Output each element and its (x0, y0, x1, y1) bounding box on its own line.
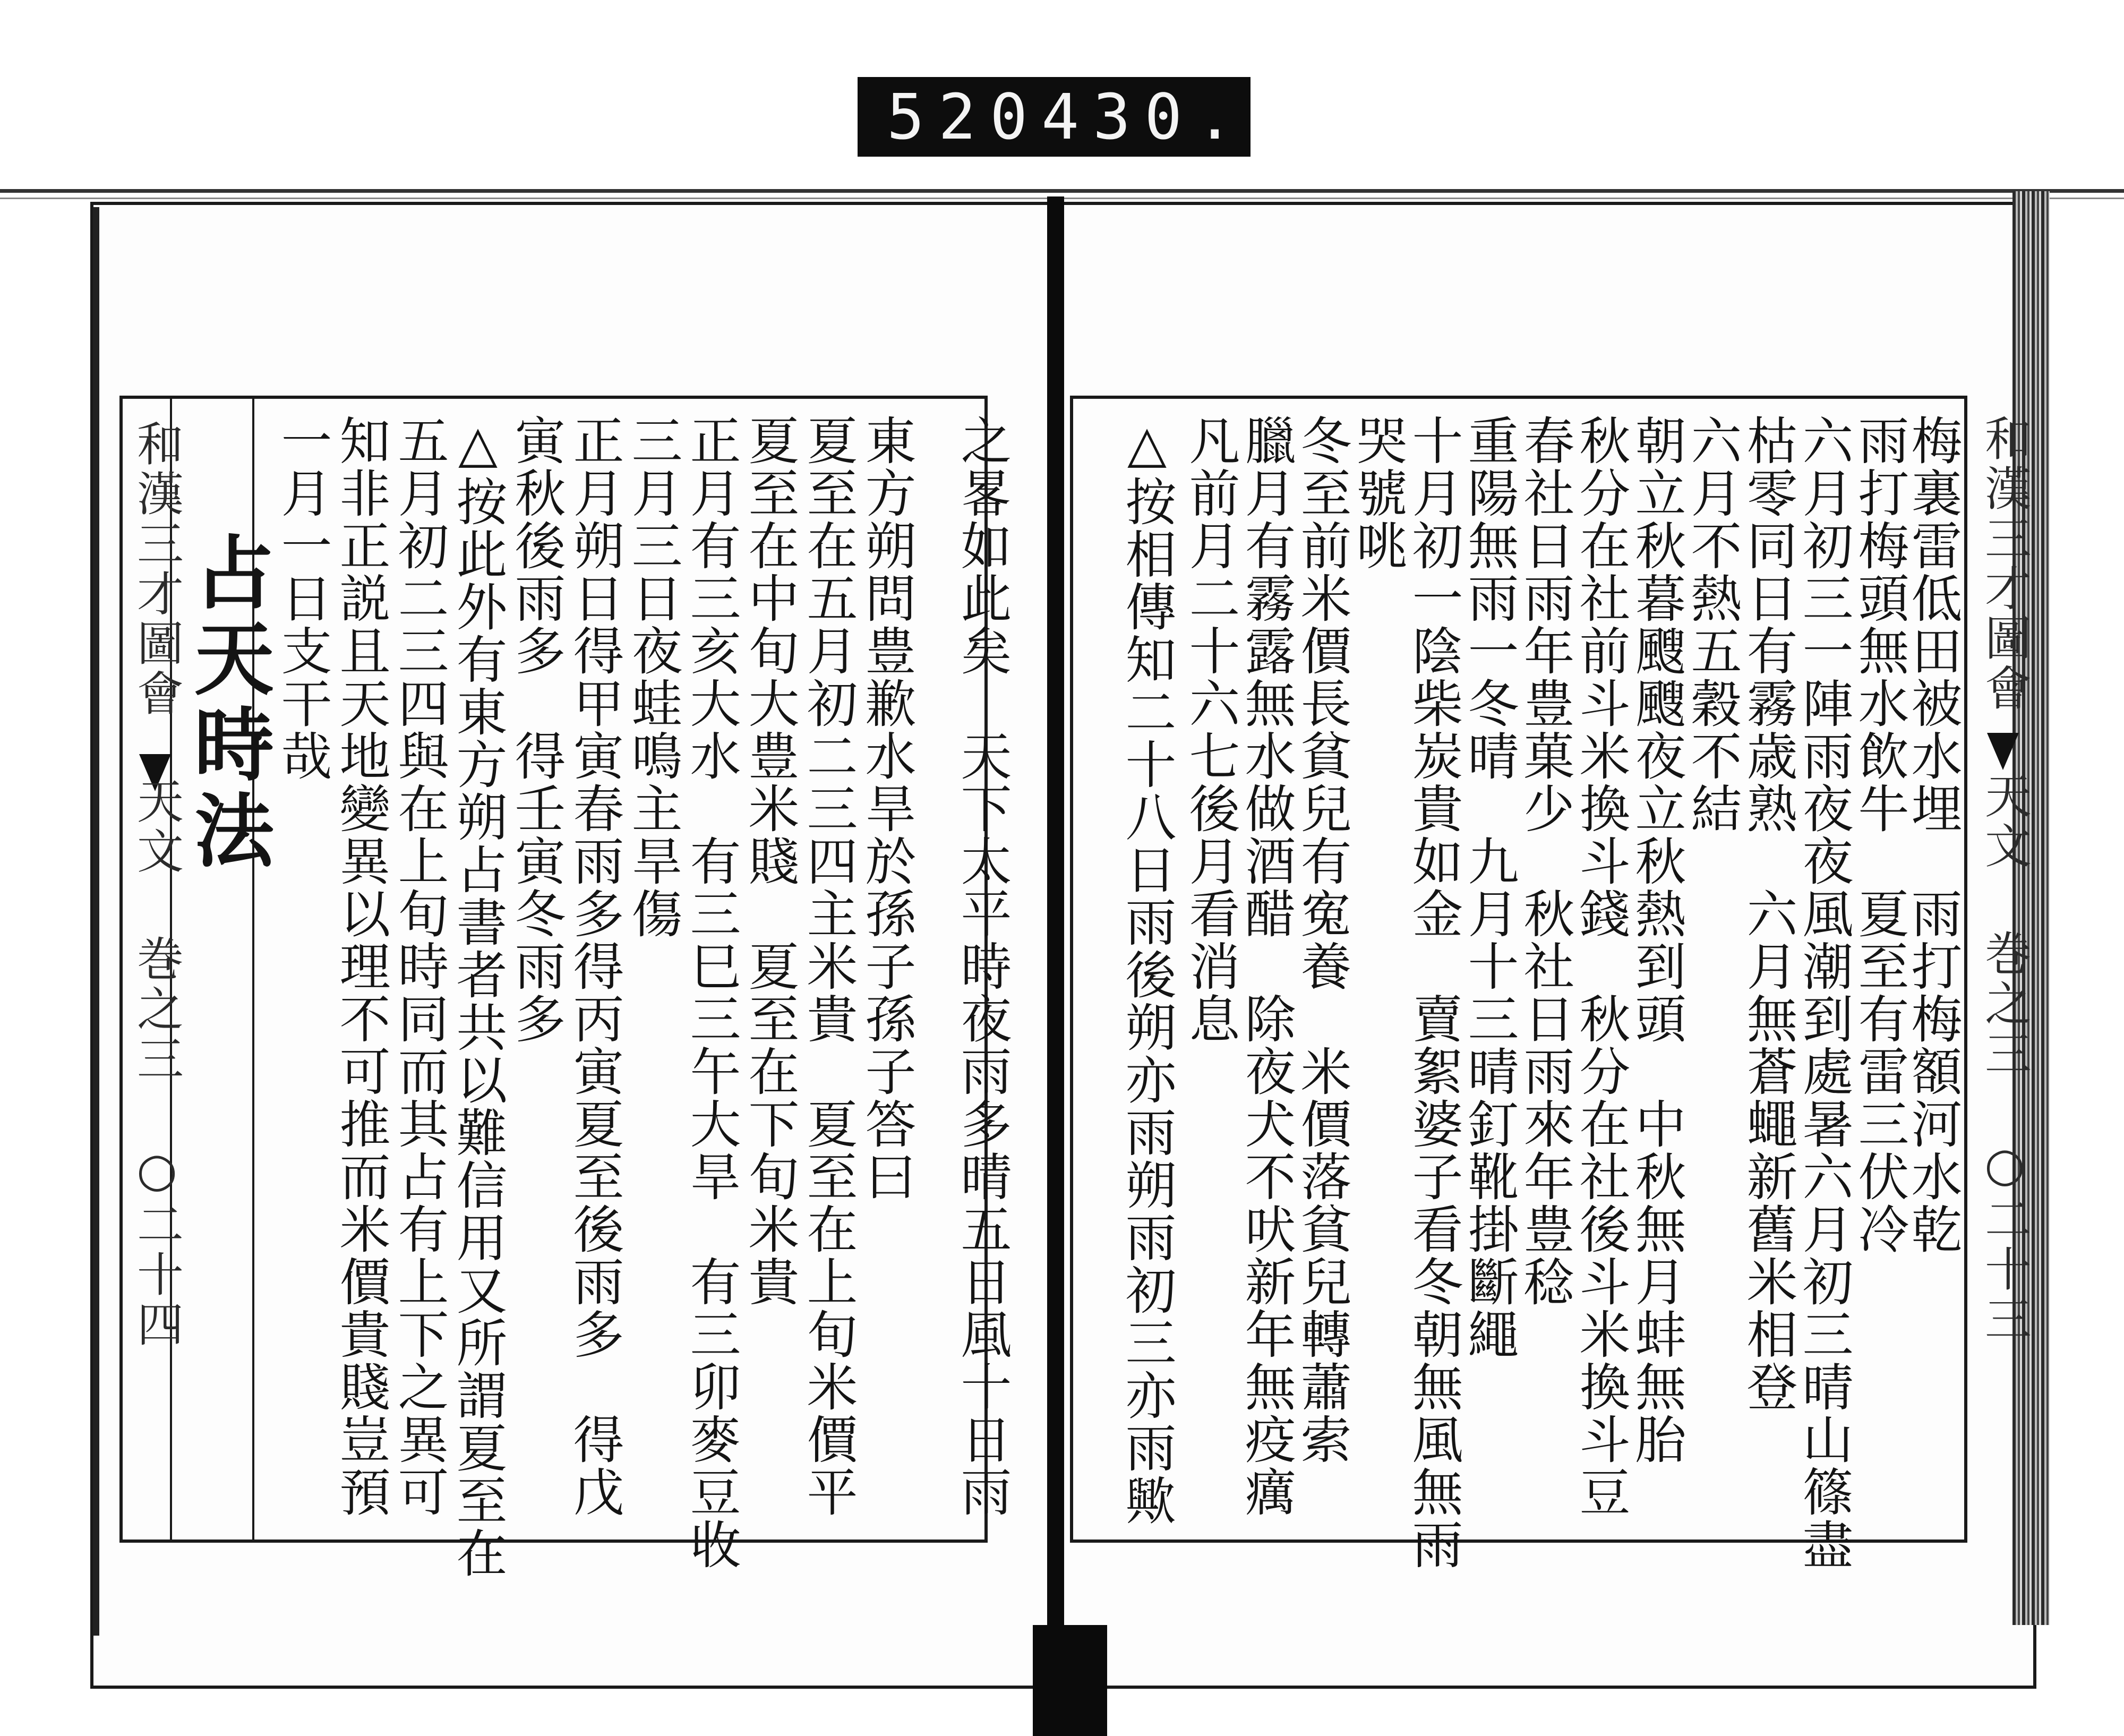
text-column: 冬至前米價長貧兒有寃養 米價落貧兒轉蕭索 (1292, 414, 1352, 1466)
text-column: 東方朔問豊歉水旱於孫子孫子答曰 (857, 414, 917, 1203)
text-column: 六月不熱五穀不結 (1683, 414, 1742, 835)
text-column: △按此外有東方朔占書者共以難信用又所謂夏至在 (448, 414, 508, 1579)
text-column: 三月三日夜蛙鳴主旱傷 (623, 414, 683, 940)
text-column: 哭號咷 (1348, 414, 1408, 572)
text-column: 凡前月二十六七後月看消息 (1181, 414, 1240, 1045)
right-page-margin-label: 和漢三才圖會 天文 巻之三 ○二十三 (1977, 414, 2032, 1345)
left-page-edge (93, 207, 99, 1636)
film-label-left-number: 520 (887, 80, 1042, 153)
text-column: △按相傳知二十八日雨後朔亦雨朔雨初三亦雨歟 (1117, 414, 1177, 1527)
text-column: 臘月有霧露無水做酒醋 除夜犬不吠新年無疫癘 (1237, 414, 1296, 1518)
text-column: 枯零同日有霧歳熟 六月無蒼蠅新舊米相登 (1738, 414, 1798, 1413)
book-gutter-foot (1033, 1625, 1107, 1736)
section-title: 占天時法 (181, 531, 274, 875)
text-column: 秋分在社前斗米換斗錢 秋分在社後斗米換斗豆 (1571, 414, 1631, 1518)
text-column: 夏至在五月初二三四主米貴 夏至在上旬米價平 (799, 414, 858, 1518)
text-column: 正月有三亥大水 有三巳三午大旱 有三卯麥豆收 (682, 414, 741, 1571)
text-column: 六月初三一陣雨夜夜風潮到處暑六月初三晴山篠盡 (1794, 414, 1854, 1571)
left-page-margin-label: 和漢三才圖會 天文 巻之三 ○二十四 (130, 420, 184, 1350)
text-column: 重陽無雨一冬晴 九月十三晴釘靴掛斷繩 (1460, 414, 1519, 1361)
film-label-right-number: 430. (1041, 80, 1248, 153)
text-column: 梅裏雷低田被水埋 雨打梅額河水乾 (1903, 414, 1963, 1255)
text-column: 夏至在中旬大豊米賤 夏至在下旬米貴 (740, 414, 800, 1308)
text-column: 十月初一陰柴炭貴如金 賣絮婆子看冬朝無風無雨 (1404, 414, 1463, 1571)
book-gutter (1047, 196, 1064, 1699)
text-column: 春社日雨年豊菓少 秋社日雨來年豊稔 (1515, 414, 1575, 1308)
microfilm-label (858, 77, 1251, 157)
text-column: 知非正説且天地變異以理不可推而米價貴賤豈預 (331, 414, 391, 1518)
text-column: 一月一日支干哉 (273, 414, 332, 782)
text-column: 寅秋後雨多 得壬寅冬雨多 (507, 414, 566, 1045)
text-column: 之畧如此矣 天下太平時夜雨多晴五日風十日雨 (953, 414, 1012, 1518)
text-column: 五月初二三四與在上旬時同而其占有上下之異可 (390, 414, 449, 1518)
right-margin-rule (1965, 396, 1967, 1543)
top-rule (0, 189, 2124, 193)
text-column: 朝立秋暮颼颼夜立秋熱到頭 中秋無月蚌無胎 (1627, 414, 1686, 1466)
text-column: 正月朔日得甲寅春雨多得丙寅夏至後雨多 得戊 (565, 414, 624, 1518)
text-column: 雨打梅頭無水飲牛 夏至有雷三伏冷 (1850, 414, 1909, 1255)
